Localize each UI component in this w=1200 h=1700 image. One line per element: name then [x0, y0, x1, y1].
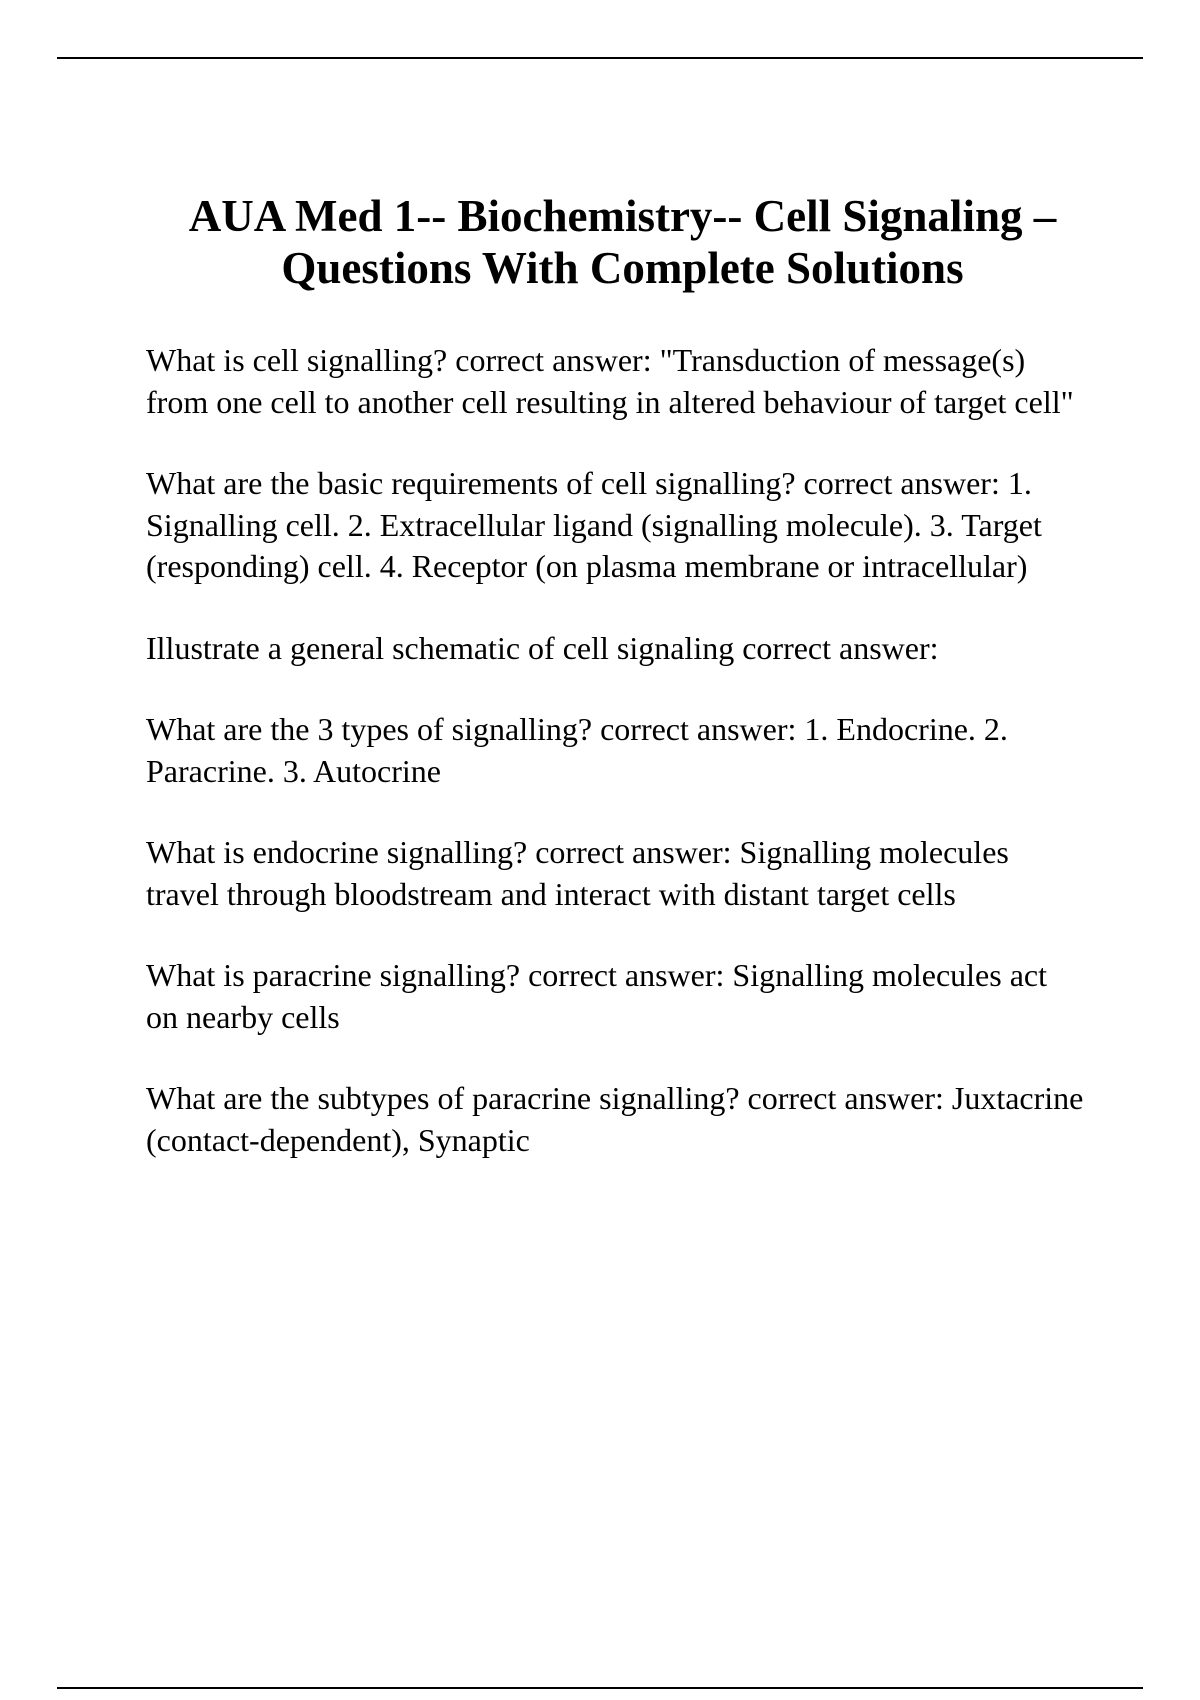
qa-paracrine-subtypes: What are the subtypes of paracrine signalling? correct answer: Juxtacrine (contact-dependent), Synaptic — [146, 1080, 1084, 1158]
title-line-2: Questions With Complete Solutions — [281, 243, 964, 293]
qa-list — [146, 340, 1086, 1201]
qa-endocrine-signalling: What is endocrine signalling? correct answer: Signalling molecules travel through bloodstream and interact with distant target cells — [146, 834, 1009, 912]
qa-cell-signalling-definition: What is cell signalling? correct answer: "Transduction of message(s) from one cell to another cell resulting in altered behaviour of target cell" — [146, 342, 1074, 420]
header-rule — [57, 57, 1143, 59]
document-title — [100, 190, 1145, 294]
qa-general-schematic: Illustrate a general schematic of cell signaling correct answer: — [146, 629, 939, 666]
qa-basic-requirements: What are the basic requirements of cell signalling? correct answer: 1. Signalling cell. 2. Extracellular ligand (signalling molecule). 3. Target (responding) cell. 4. Receptor (on plasma membrane or intracellular) — [146, 465, 1042, 584]
qa-types-of-signalling: What are the 3 types of signalling? correct answer: 1. Endocrine. 2. Paracrine. 3. Autocrine — [146, 711, 1008, 789]
qa-paracrine-signalling: What is paracrine signalling? correct answer: Signalling molecules act on nearby cells — [146, 957, 1047, 1035]
title-line-1: AUA Med 1-- Biochemistry-- Cell Signaling – — [188, 191, 1057, 241]
footer-rule — [57, 1687, 1143, 1689]
